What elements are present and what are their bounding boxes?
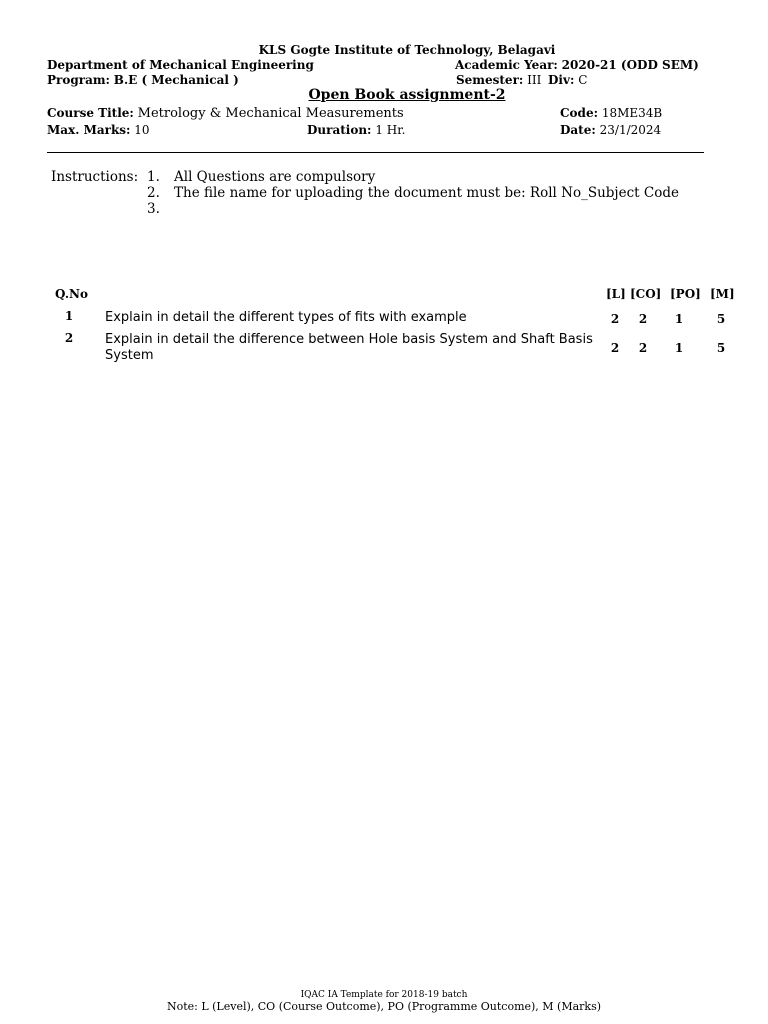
div-label: Div:: [548, 73, 575, 87]
institute-name: KLS Gogte Institute of Technology, Belagavi: [258, 43, 556, 57]
course-title: [47, 106, 404, 121]
course-code: [560, 106, 662, 120]
max-marks: [47, 123, 150, 137]
instruction-text-2: The file name for uploading the document must be: Roll No_Subject Code: [174, 185, 679, 201]
question-number-2: 2: [64, 331, 74, 345]
instructions-label: Instructions:: [51, 169, 139, 185]
semester-value: III: [527, 73, 542, 87]
semester-label: Semester:: [456, 73, 524, 87]
question-po-1: 1: [674, 312, 684, 326]
marks-header: [M]: [710, 287, 735, 301]
question-level-1: 2: [610, 312, 620, 326]
instruction-num-3: 3.: [147, 201, 160, 217]
academic-year: [455, 58, 699, 72]
assignment-title: Open Book assignment-2: [308, 87, 506, 103]
qno-header: Q.No: [55, 287, 89, 301]
duration-label: Duration:: [307, 123, 372, 137]
date-label: Date:: [560, 123, 596, 137]
duration: [307, 123, 405, 137]
level-header: [L]: [606, 287, 626, 301]
instruction-text-1: All Questions are compulsory: [174, 169, 376, 185]
po-header: [PO]: [670, 287, 701, 301]
marks-value: 10: [134, 123, 150, 137]
date: [560, 123, 661, 137]
code-label: Code:: [560, 106, 599, 120]
date-value: 23/1/2024: [599, 123, 662, 137]
department-name: Department of Mechanical Engineering: [47, 58, 314, 72]
question-text-2-line-2: System: [105, 348, 154, 363]
question-marks-1: 5: [716, 312, 726, 326]
marks-label: Max. Marks:: [47, 123, 131, 137]
question-marks-2: 5: [716, 341, 726, 355]
question-text-1: Explain in detail the different types of fits with example: [105, 310, 467, 325]
academic-year-value: 2020-21 (ODD SEM): [561, 58, 699, 72]
question-level-2: 2: [610, 341, 620, 355]
division: [548, 73, 587, 87]
program-label: Program:: [47, 73, 110, 87]
question-number-1: 1: [64, 309, 74, 323]
instruction-num-1: 1.: [147, 169, 160, 185]
course-label: Course Title:: [47, 106, 134, 120]
academic-year-label: Academic Year:: [455, 58, 558, 72]
duration-value: 1 Hr.: [375, 123, 406, 137]
question-po-2: 1: [674, 341, 684, 355]
program-value: B.E ( Mechanical ): [113, 73, 239, 87]
instruction-num-2: 2.: [147, 185, 160, 201]
program: [47, 73, 239, 87]
semester: [456, 73, 541, 87]
footer-note: Note: L (Level), CO (Course Outcome), PO (Programme Outcome), M (Marks): [166, 1000, 602, 1013]
question-co-2: 2: [638, 341, 648, 355]
question-text-2-line-1: Explain in detail the difference between Hole basis System and Shaft Basis: [105, 332, 593, 347]
footer-template: IQAC IA Template for 2018-19 batch: [300, 990, 468, 1000]
div-value: C: [578, 73, 588, 87]
question-co-1: 2: [638, 312, 648, 326]
code-value: 18ME34B: [601, 106, 663, 120]
co-header: [CO]: [630, 287, 662, 301]
course-value: Metrology & Mechanical Measurements: [137, 106, 404, 121]
header-divider: [47, 152, 704, 153]
